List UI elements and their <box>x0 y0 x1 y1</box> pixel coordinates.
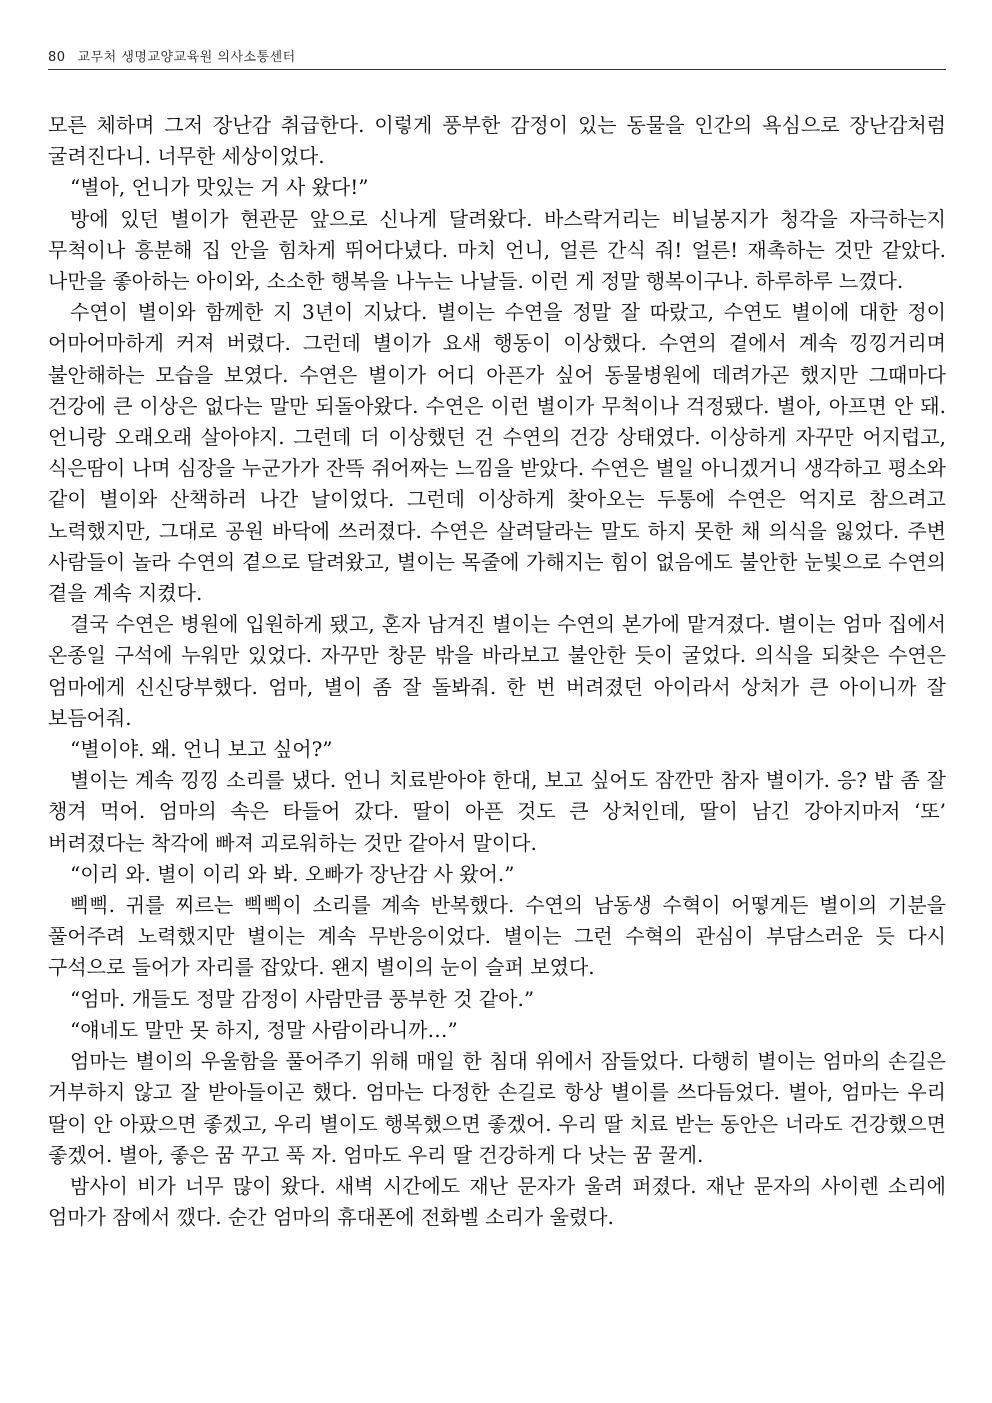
paragraph: 별이는 계속 낑낑 소리를 냈다. 언니 치료받아야 한대, 보고 싶어도 잠깐만 참자 별이가. 응? 밥 좀 잘 챙겨 먹어. 엄마의 속은 타들어 갔다. 딸이 아픈 것도 큰 상처인데, 딸이 남긴 강아지마저 ‘또’ 버려졌다는 착각에 빠져 괴로워하는 것만 같아서 말이다. <box>48 768 946 855</box>
page-number: 80 <box>48 50 66 65</box>
page-header <box>48 44 946 70</box>
paragraph: 엄마는 별이의 우울함을 풀어주기 위해 매일 한 침대 위에서 잠들었다. 다행히 별이는 엄마의 손길은 거부하지 않고 잘 받아들이곤 했다. 엄마는 다정한 손길로 항상 별이를 쓰다듬었다. 별아, 엄마는 우리 딸이 안 아팠으면 좋겠고, 우리 별이도 행복했으면 좋겠어. 우리 딸 치료 받는 동안은 너라도 건강했으면 좋겠어. 별아, 좋은 꿈 꾸고 푹 자. 엄마도 우리 딸 건강하게 다 낫는 꿈 꿀게. <box>48 1049 946 1167</box>
dialogue-line: “얘네도 말만 못 하지, 정말 사람이라니까…” <box>70 1017 458 1042</box>
paragraph: 밤사이 비가 너무 많이 왔다. 새벽 시간에도 재난 문자가 울려 퍼졌다. 재난 문자의 사이렌 소리에 엄마가 잠에서 깼다. 순간 엄마의 휴대폰에 전화벨 소리가 울렸다. <box>48 1173 946 1230</box>
dialogue-line: “별이야. 왜. 언니 보고 싶어?” <box>70 737 333 762</box>
paragraph: 삑삑. 귀를 찌르는 삑삑이 소리를 계속 반복했다. 수연의 남동생 수혁이 어떻게든 별이의 기분을 풀어주려 노력했지만 별이는 계속 무반응이었다. 별이는 그런 수혁의 관심이 부담스러운 듯 다시 구석으로 들어가 자리를 잡았다. 왠지 별이의 눈이 슬퍼 보였다. <box>48 893 946 980</box>
paragraph: 결국 수연은 병원에 입원하게 됐고, 혼자 남겨진 별이는 수연의 본가에 맡겨졌다. 별이는 엄마 집에서 온종일 구석에 누워만 있었다. 자꾸만 창문 밖을 바라보고 불안한 듯이 굴었다. 의식을 되찾은 수연은 엄마에게 신신당부했다. 엄마, 별이 좀 잘 돌봐줘. 한 번 버려졌던 아이라서 상처가 큰 아이니까 잘 보듬어줘. <box>48 612 946 730</box>
paragraph: 수연이 별이와 함께한 지 3년이 지났다. 별이는 수연을 정말 잘 따랐고, 수연도 별이에 대한 정이 어마어마하게 커져 버렸다. 그런데 별이가 요새 행동이 이상했다. 수연의 곁에서 계속 낑낑거리며 불안해하는 모습을 보였다. 수연은 별이가 어디 아픈가 싶어 동물병원에 데려가곤 했지만 그때마다 건강에 큰 이상은 없다는 말만 되돌아왔다. 수연은 이런 별이가 무척이나 걱정됐다. 별아, 아프면 안 돼. 언니랑 오래오래 살아야지. 그런데 더 이상했던 건 수연의 건강 상태였다. 이상하게 자꾸만 어지럽고, 식은땀이 나며 심장을 누군가가 잔뜩 쥐어짜는 느낌을 받았다. 수연은 별일 아니겠거니 생각하고 평소와 같이 별이와 산책하러 나간 날이었다. 그런데 이상하게 찾아오는 두통에 수연은 억지로 참으려고 노력했지만, 그대로 공원 바닥에 쓰러졌다. 수연은 살려달라는 말도 하지 못한 채 의식을 잃었다. 주변 사람들이 놀라 수연의 곁으로 달려왔고, 별이는 목줄에 가해지는 힘이 없음에도 불안한 눈빛으로 수연의 곁을 계속 지켰다. <box>48 300 946 606</box>
dialogue-line: “엄마. 개들도 정말 감정이 사람만큼 풍부한 것 같아.” <box>70 986 535 1011</box>
paragraph: 모른 체하며 그저 장난감 취급한다. 이렇게 풍부한 감정이 있는 동물을 인간의 욕심으로 장난감처럼 굴려진다니. 너무한 세상이었다. <box>48 113 946 169</box>
paragraph: 방에 있던 별이가 현관문 앞으로 신나게 달려왔다. 바스락거리는 비닐봉지가 청각을 자극하는지 무척이나 흥분해 집 안을 힘차게 뛰어다녔다. 마치 언니, 얼른 간식 줘! 얼른! 재촉하는 것만 같았다. 나만을 좋아하는 아이와, 소소한 행복을 나누는 나날들. 이런 게 정말 행복이구나. 하루하루 느꼈다. <box>48 206 946 294</box>
dialogue-line: “이리 와. 별이 이리 와 봐. 오빠가 장난감 사 왔어.” <box>70 861 515 886</box>
running-title: 교무처 생명교양교육원 의사소통센터 <box>77 50 296 65</box>
body-text <box>48 110 946 1233</box>
dialogue-line: “별아, 언니가 맛있는 거 사 왔다!” <box>70 175 369 200</box>
